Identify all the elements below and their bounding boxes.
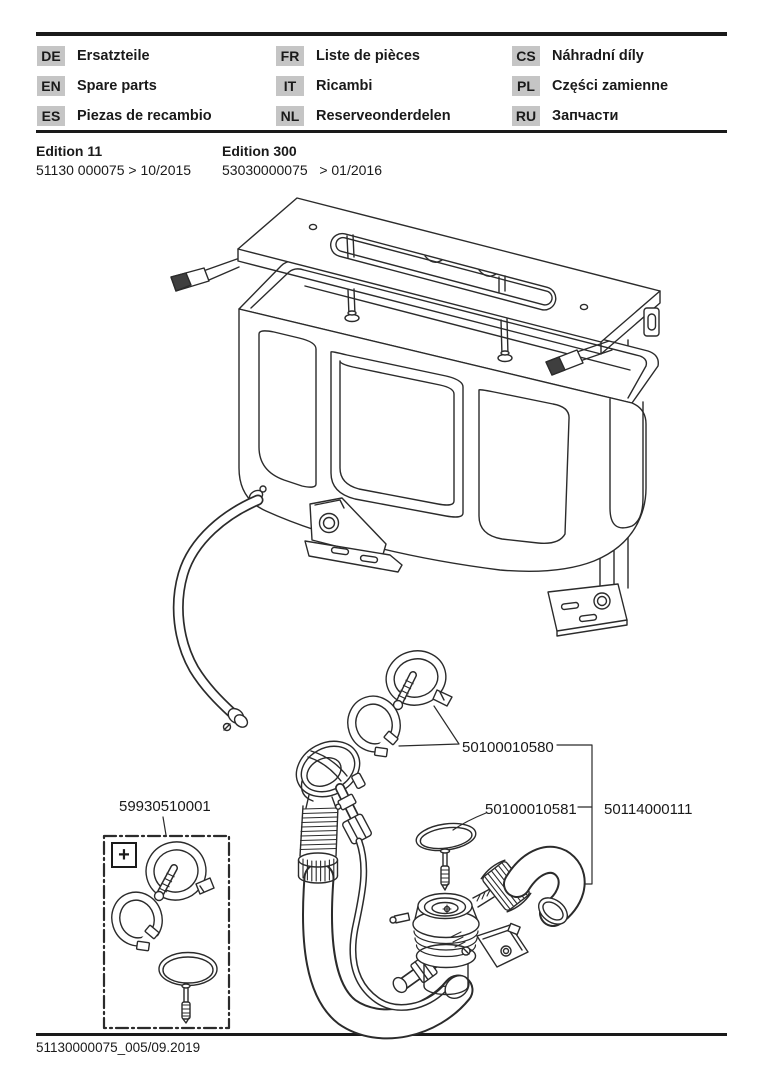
edition-date: > 01/2016 bbox=[319, 162, 382, 178]
mounting-bracket-right bbox=[548, 584, 627, 636]
hanger-tab bbox=[644, 308, 659, 336]
language-label: Piezas de recambio bbox=[77, 108, 212, 124]
language-label: Ersatzteile bbox=[77, 48, 150, 64]
edition-title: Edition 11 bbox=[36, 143, 103, 159]
language-code-badge: IT bbox=[276, 76, 304, 96]
language-code-badge: EN bbox=[37, 76, 65, 96]
document-code: 51130000075_005/09.2019 bbox=[36, 1040, 201, 1055]
edition-code: 51130 000075 bbox=[36, 162, 125, 178]
outlet-elbow bbox=[473, 858, 572, 929]
kit-overflow-ring bbox=[140, 836, 214, 907]
language-code-badge: RU bbox=[512, 106, 540, 126]
overflow-ring bbox=[380, 645, 452, 712]
language-label: Części zamienne bbox=[552, 78, 669, 94]
drain-assembly bbox=[287, 731, 573, 1024]
part-number-spare-part-kit: 59930510001 bbox=[119, 798, 211, 815]
language-code-badge: ES bbox=[37, 106, 65, 126]
language-label: Náhradní díly bbox=[552, 48, 644, 64]
language-label: Spare parts bbox=[77, 78, 157, 94]
language-code-badge: FR bbox=[276, 46, 304, 66]
language-code-badge: DE bbox=[37, 46, 65, 66]
language-label: Reserveonderdelen bbox=[316, 108, 451, 124]
latch-left bbox=[171, 259, 239, 291]
language-label: Запчасти bbox=[552, 108, 619, 124]
part-number-overflow-trim-set: 50100010580 bbox=[462, 739, 554, 756]
language-label: Liste de pièces bbox=[316, 48, 420, 64]
language-label: Ricambi bbox=[316, 78, 373, 94]
plus-icon: + bbox=[111, 842, 137, 868]
language-code-badge: CS bbox=[512, 46, 540, 66]
language-code-badge: NL bbox=[276, 106, 304, 126]
part-number-trim-group: 50114000111 bbox=[604, 801, 693, 818]
overflow-cap bbox=[414, 820, 477, 890]
kit-overflow-cap bbox=[159, 953, 217, 1024]
supply-hose bbox=[178, 486, 266, 731]
edition-title: Edition 300 bbox=[222, 143, 297, 159]
language-code-badge: PL bbox=[512, 76, 540, 96]
part-number-overflow-cap: 50100010581 bbox=[485, 801, 577, 818]
edition-date: > 10/2015 bbox=[128, 162, 192, 178]
edition-code: 53030000075 bbox=[222, 162, 308, 178]
